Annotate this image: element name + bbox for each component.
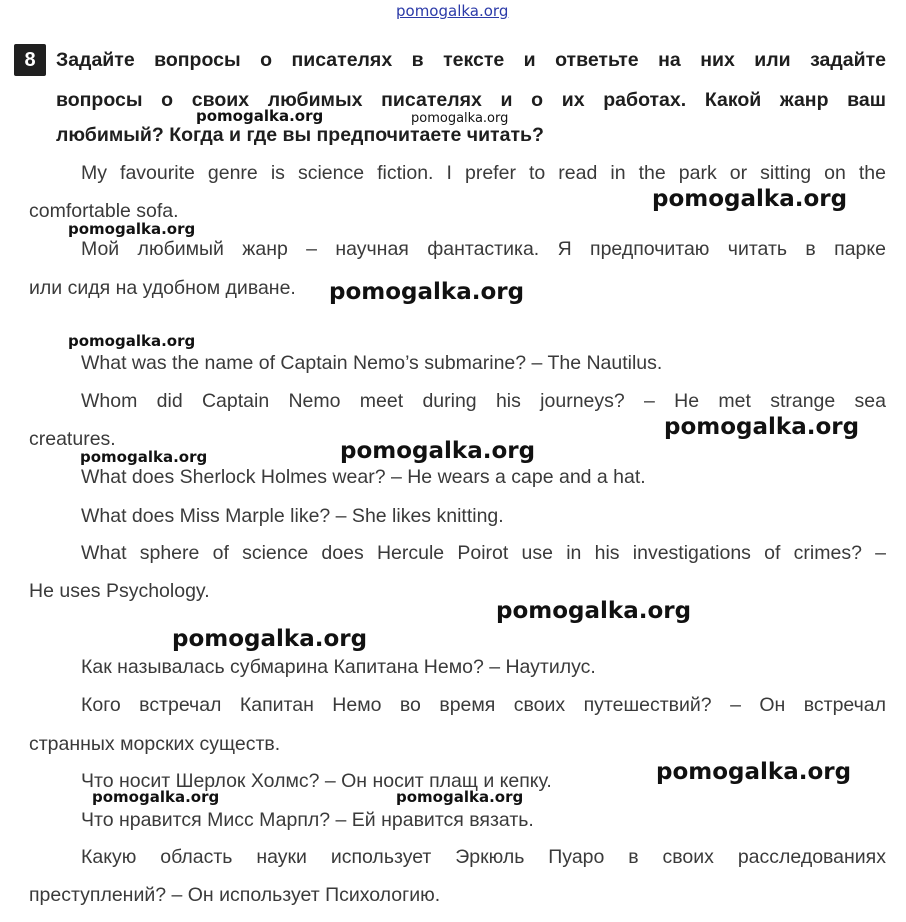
- watermark: pomogalka.org: [340, 438, 536, 464]
- text-line: Какую область науки использует Эркюль Пуаро в своих расследованиях: [81, 846, 886, 868]
- text-line: или сидя на удобном диване.: [29, 277, 296, 299]
- text-line: What sphere of science does Hercule Poirot use in his investigations of crimes? –: [81, 542, 886, 564]
- text-line: Whom did Captain Nemo meet during his journeys? – He met strange sea: [81, 390, 886, 412]
- text-line: What does Miss Marple like? – She likes knitting.: [81, 505, 504, 527]
- text-line: My favourite genre is science fiction. I prefer to read in the park or sitting on the: [81, 162, 886, 184]
- text-line: Мой любимый жанр – научная фантастика. Я предпочитаю читать в парке: [81, 238, 886, 260]
- watermark: pomogalka.org: [411, 111, 509, 126]
- text-line: What does Sherlock Holmes wear? – He wears a cape and a hat.: [81, 466, 646, 488]
- watermark: pomogalka.org: [496, 598, 692, 624]
- task-line-2: вопросы о своих любимых писателях и о их работах. Какой жанр ваш: [56, 89, 886, 111]
- text-line: странных морских существ.: [29, 733, 281, 755]
- text-line: He uses Psychology.: [29, 580, 210, 602]
- watermark: pomogalka.org: [652, 186, 848, 212]
- text-line: Что нравится Мисс Марпл? – Ей нравится вязать.: [81, 809, 534, 831]
- exercise-number-badge: 8: [14, 44, 46, 76]
- watermark-link[interactable]: pomogalka.org: [396, 2, 509, 20]
- task-line-3: любимый? Когда и где вы предпочитаете читать?: [56, 124, 544, 146]
- watermark: pomogalka.org: [172, 626, 368, 652]
- watermark: pomogalka.org: [664, 414, 860, 440]
- watermark: pomogalka.org: [396, 788, 524, 806]
- text-line: преступлений? – Он использует Психологию.: [29, 884, 441, 906]
- watermark: pomogalka.org: [68, 220, 196, 238]
- text-line: comfortable sofa.: [29, 200, 179, 222]
- watermark: pomogalka.org: [329, 279, 525, 305]
- text-line: Что носит Шерлок Холмс? – Он носит плащ и кепку.: [81, 770, 552, 792]
- text-line: What was the name of Captain Nemo’s submarine? – The Nautilus.: [81, 352, 663, 374]
- watermark: pomogalka.org: [80, 448, 208, 466]
- watermark: pomogalka.org: [92, 788, 220, 806]
- text-line: Кого встречал Капитан Немо во время своих путешествий? – Он встречал: [81, 694, 886, 716]
- text-line: Как называлась субмарина Капитана Немо? – Наутилус.: [81, 656, 596, 678]
- watermark: pomogalka.org: [196, 107, 324, 125]
- text-line: creatures.: [29, 428, 116, 450]
- watermark: pomogalka.org: [68, 332, 196, 350]
- watermark: pomogalka.org: [656, 759, 852, 785]
- task-line-1: Задайте вопросы о писателях в тексте и ответьте на них или задайте: [56, 49, 886, 71]
